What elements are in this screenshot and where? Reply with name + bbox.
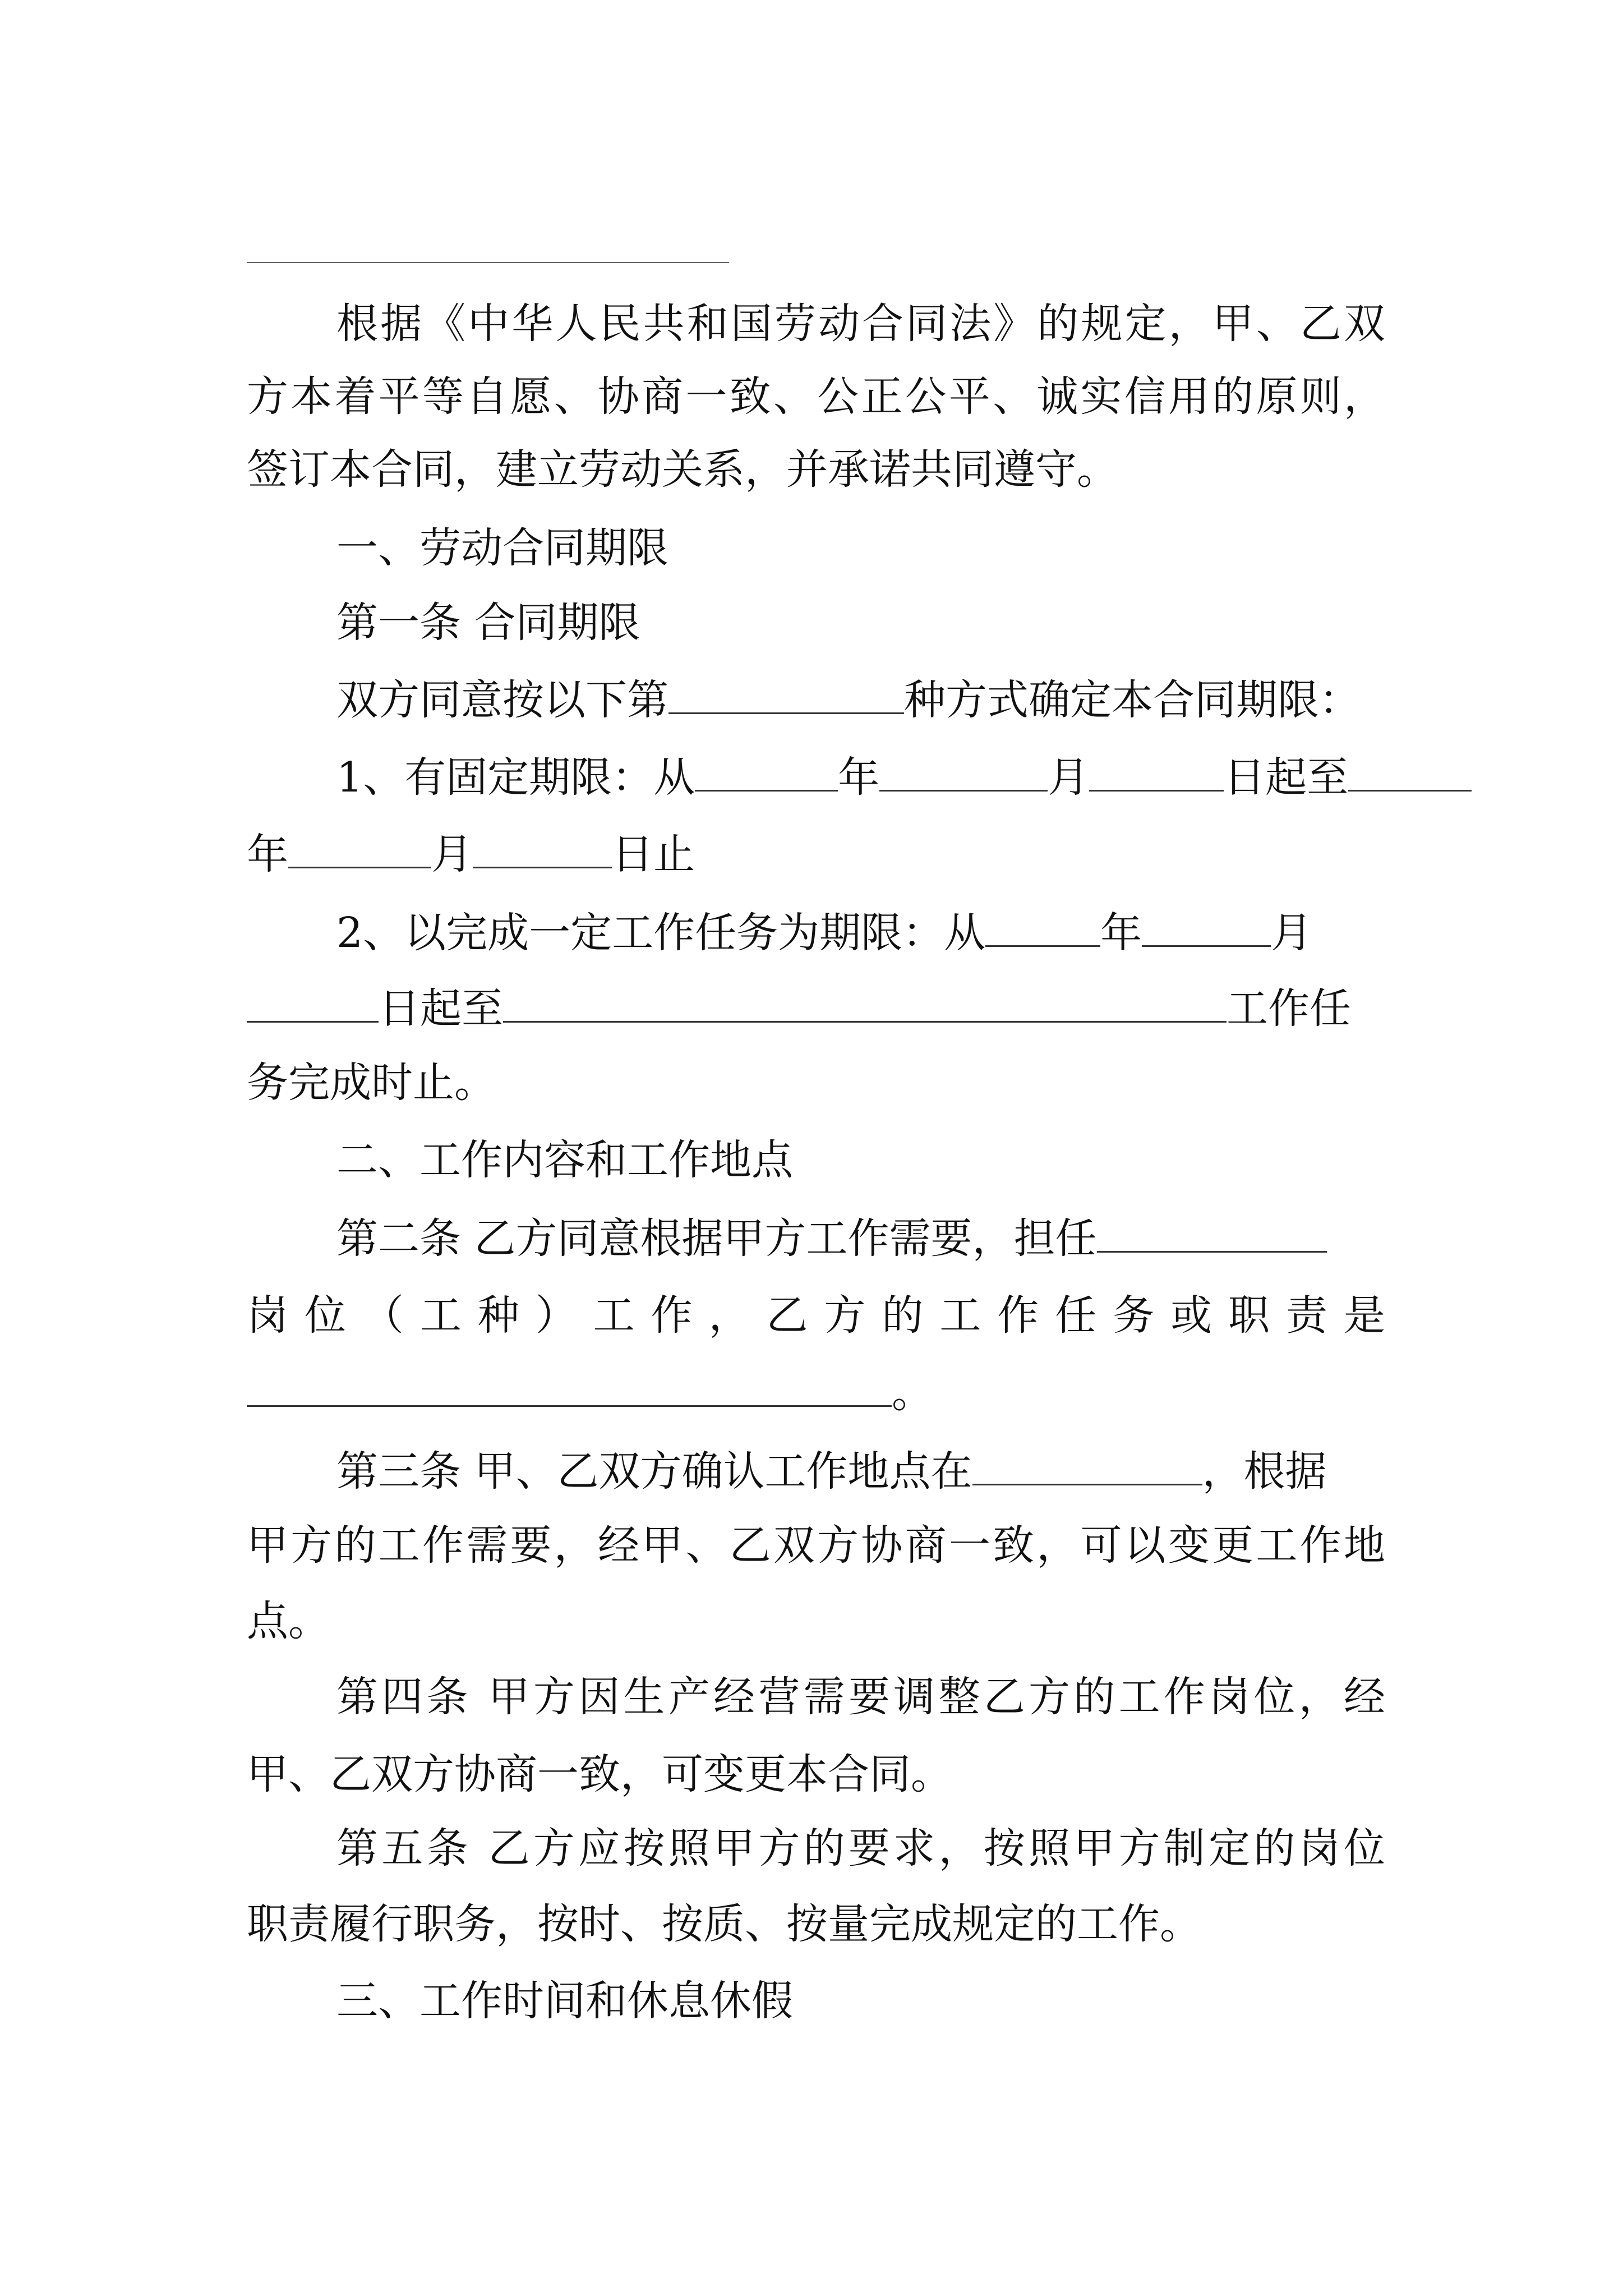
option-1-label: 1、有固定期限：从 — [336, 753, 695, 802]
article-1-text-a: 双方同意按以下第 — [336, 676, 668, 724]
intro-line-3: 签订本合同，建立劳动关系，并承诺共同遵守。 — [247, 445, 1118, 494]
article-3-text-a: 第三条 甲、乙双方确认工作地点在 — [336, 1447, 972, 1496]
option-1-line-1 — [247, 745, 1385, 807]
article-2-text-a: 第二条 乙方同意根据甲方工作需要，担任 — [336, 1214, 1097, 1263]
article-5-line-1: 第五条 乙方应按照甲方的要求，按照甲方制定的岗位 — [336, 1824, 1385, 1872]
article-2-end: 。 — [892, 1369, 933, 1417]
intro-line-2: 方本着平等自愿、协商一致、公正公平、诚实信用的原则， — [247, 372, 1385, 421]
end-month-blank[interactable] — [288, 822, 431, 868]
end-year-blank[interactable] — [1348, 745, 1472, 792]
article-2-line-2: 岗位（工种）工作，乙方的工作任务或职责是 — [247, 1291, 1385, 1340]
start-day-blank[interactable] — [1089, 745, 1224, 792]
post-blank[interactable] — [1097, 1206, 1327, 1253]
option-2-day-to-label: 日起至 — [379, 984, 503, 1033]
work-location-blank[interactable] — [972, 1439, 1202, 1485]
article-1-title: 第一条 合同期限 — [336, 599, 640, 647]
section-1-title: 一、劳动合同期限 — [336, 524, 668, 572]
end-day-blank[interactable] — [473, 822, 612, 868]
task-start-year-blank[interactable] — [985, 900, 1100, 947]
article-5-line-2: 职责履行职务，按时、按质、按量完成规定的工作。 — [247, 1900, 1201, 1948]
option-1-month2-label: 月 — [431, 830, 473, 878]
article-1-text-b: 种方式确定本合同期限： — [904, 676, 1361, 724]
start-month-blank[interactable] — [879, 745, 1048, 792]
article-2-line-1 — [247, 1206, 1385, 1268]
option-1-line-2 — [247, 822, 1385, 884]
article-3-line-3: 点。 — [247, 1597, 330, 1645]
option-1-year2-label: 年 — [247, 830, 288, 878]
option-2-label: 2、以完成一定工作任务为期限：从 — [336, 909, 986, 957]
section-3-title: 三、工作时间和休息休假 — [336, 1977, 793, 2025]
option-1-month-label: 月 — [1048, 753, 1090, 802]
option-2-line-1 — [247, 900, 1385, 962]
article-2-line-3 — [247, 1360, 1385, 1422]
option-2-line-2 — [247, 976, 1385, 1038]
top-rule — [247, 262, 729, 263]
task-start-day-blank[interactable] — [247, 976, 379, 1023]
article-1-paragraph — [247, 668, 1385, 729]
article-4-line-2: 甲、乙双方协商一致，可变更本合同。 — [247, 1750, 952, 1798]
option-1-year-label: 年 — [838, 753, 880, 802]
section-2-title: 二、工作内容和工作地点 — [336, 1136, 793, 1184]
intro-line-1: 根据《中华人民共和国劳动合同法》的规定，甲、乙双 — [336, 300, 1385, 348]
task-start-month-blank[interactable] — [1142, 900, 1271, 947]
option-2-line-3: 务完成时止。 — [247, 1059, 496, 1107]
article-3-line-1 — [247, 1439, 1385, 1501]
task-description-blank[interactable] — [503, 976, 1227, 1023]
option-2-month-label: 月 — [1271, 909, 1313, 957]
option-2-year-label: 年 — [1100, 909, 1142, 957]
option-1-end-label: 日止 — [612, 830, 695, 878]
article-3-text-b: ，根据 — [1202, 1447, 1327, 1496]
option-1-day-to-label: 日起至 — [1224, 753, 1349, 802]
option-2-task-label: 工作任 — [1227, 984, 1351, 1033]
start-year-blank[interactable] — [695, 745, 838, 792]
article-3-line-2: 甲方的工作需要，经甲、乙双方协商一致，可以变更工作地 — [247, 1521, 1385, 1570]
method-number-blank[interactable] — [668, 668, 904, 714]
article-4-line-1: 第四条 甲方因生产经营需要调整乙方的工作岗位，经 — [336, 1673, 1385, 1721]
duty-blank[interactable] — [247, 1360, 892, 1407]
